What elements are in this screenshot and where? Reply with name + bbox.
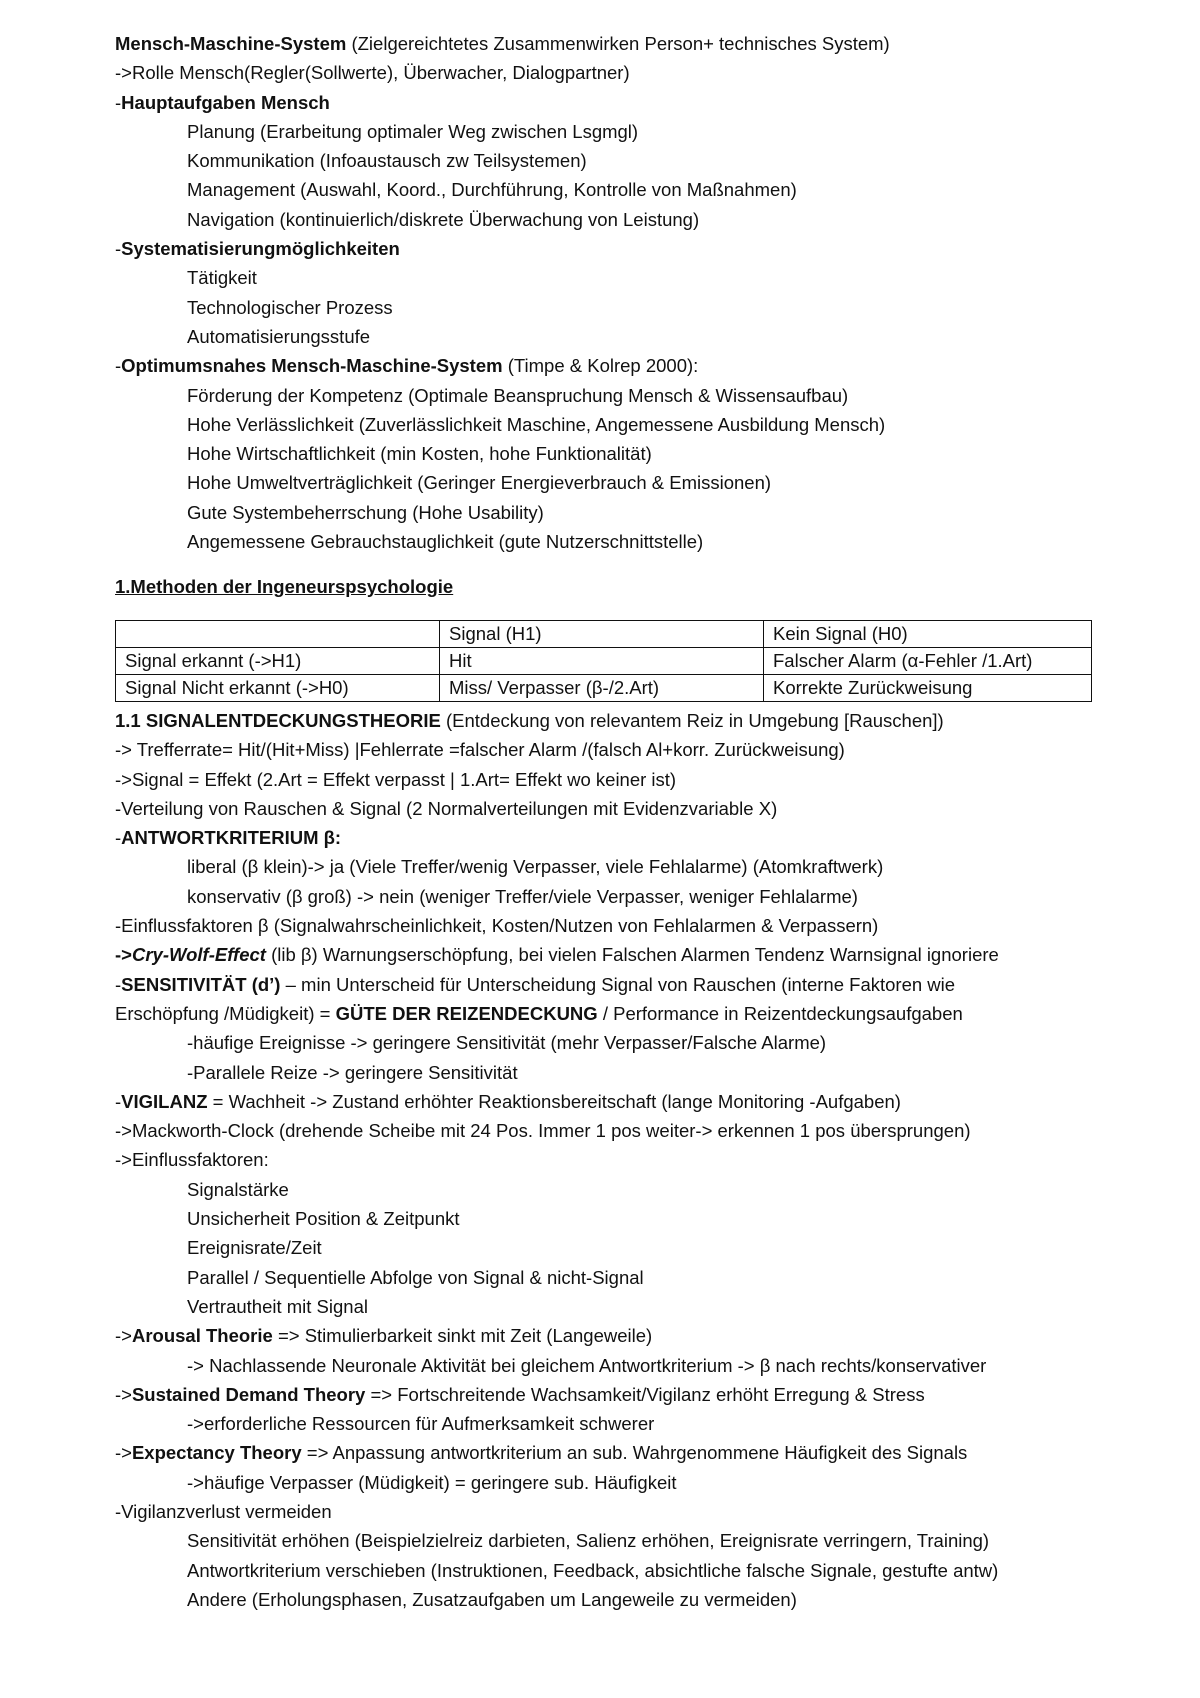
text-span: => Fortschreitende Wachsamkeit/Vigilanz erhöht Erregung & Stress — [365, 1383, 925, 1405]
list-item: Signalstärke — [187, 1178, 289, 1200]
table-cell: Hit — [440, 648, 764, 675]
text-span: – min Unterscheid für Unterscheidung Signal von Rauschen (interne Faktoren wie — [280, 973, 956, 995]
list-item: Ereignisrate/Zeit — [187, 1237, 322, 1259]
bold-term: Expectancy Theory — [131, 1442, 302, 1464]
text-line — [115, 88, 1115, 117]
section-signalentdeckung — [115, 706, 1115, 1614]
text-span: (lib β) Warnungserschöpfung, bei vielen Falschen Alarmen Tendenz Warnsignal ignoriere — [265, 944, 999, 966]
text-line — [115, 823, 1115, 852]
table-cell: Signal (H1) — [440, 621, 764, 648]
text-line: ->Mackworth-Clock (drehende Scheibe mit 24 Pos. Immer 1 pos weiter-> erkennen 1 pos übersprungen) — [115, 1120, 971, 1142]
list-item: Tätigkeit — [187, 267, 257, 289]
text-line: -> Trefferrate= Hit/(Hit+Miss) |Fehlerrate =falscher Alarm /(falsch Al+korr. Zurückweisung) — [115, 739, 845, 761]
list-item: Andere (Erholungsphasen, Zusatzaufgaben um Langeweile zu vermeiden) — [187, 1588, 797, 1610]
table-cell: Kein Signal (H0) — [764, 621, 1092, 648]
list-item: Management (Auswahl, Koord., Durchführung, Kontrolle von Maßnahmen) — [187, 179, 797, 201]
bold-term: Hauptaufgaben Mensch — [121, 91, 330, 113]
text-line — [115, 234, 1115, 263]
list-item: -Parallele Reize -> geringere Sensitivität — [187, 1061, 518, 1083]
list-item: Planung (Erarbeitung optimaler Weg zwischen Lsgmgl) — [187, 120, 639, 142]
table-cell: Signal Nicht erkannt (->H0) — [116, 675, 440, 702]
table-cell: Miss/ Verpasser (β-/2.Art) — [440, 675, 764, 702]
bold-term: ANTWORTKRITERIUM β: — [121, 827, 342, 849]
list-item: Unsicherheit Position & Zeitpunkt — [187, 1208, 460, 1230]
list-item: Förderung der Kompetenz (Optimale Beanspruchung Mensch & Wissensaufbau) — [187, 384, 849, 406]
text-span: -> — [115, 1383, 132, 1405]
text-span: (Entdeckung von relevantem Reiz in Umgebung [Rauschen]) — [440, 710, 944, 731]
list-item: Navigation (kontinuierlich/diskrete Überwachung von Leistung) — [187, 208, 700, 230]
text-line — [115, 970, 1115, 999]
text-line — [115, 940, 1115, 969]
text-line — [115, 1087, 1115, 1116]
text-span: - — [115, 91, 122, 113]
text-line — [115, 351, 1115, 380]
text-line — [115, 999, 1115, 1028]
text-line — [115, 1380, 1115, 1409]
table-cell: Falscher Alarm (α-Fehler /1.Art) — [764, 648, 1092, 675]
table-row — [116, 648, 1092, 675]
text-span: - — [115, 827, 122, 849]
text-span: - — [115, 973, 122, 995]
text-span: (Timpe & Kolrep 2000): — [502, 355, 699, 377]
list-item: -häufige Ereignisse -> geringere Sensitivität (mehr Verpasser/Falsche Alarme) — [187, 1032, 827, 1054]
text-span: Erschöpfung /Müdigkeit) = — [115, 1002, 336, 1024]
bold-italic-term: Cry-Wolf-Effect — [131, 944, 266, 966]
text-span: - — [115, 238, 122, 260]
list-item: Automatisierungsstufe — [187, 325, 371, 347]
table-header-row — [116, 621, 1092, 648]
text-span: = Wachheit -> Zustand erhöhter Reaktionsbereitschaft (lange Monitoring -Aufgaben) — [207, 1090, 901, 1112]
text-span: - — [115, 1090, 122, 1112]
text-line — [115, 29, 1115, 58]
text-line: ->Signal = Effekt (2.Art = Effekt verpasst | 1.Art= Effekt wo keiner ist) — [115, 768, 677, 790]
list-item: konservativ (β groß) -> nein (weniger Treffer/viele Verpasser, weniger Fehlalarme) — [187, 885, 858, 907]
list-item: ->erforderliche Ressourcen für Aufmerksamkeit schwerer — [187, 1413, 655, 1435]
text-line: -Einflussfaktoren β (Signalwahrscheinlichkeit, Kosten/Nutzen von Fehlalarmen & Verpassern) — [115, 915, 879, 937]
bold-term: -> — [115, 944, 132, 966]
list-item: ->häufige Verpasser (Müdigkeit) = geringere sub. Häufigkeit — [187, 1471, 677, 1493]
list-item: Hohe Wirtschaftlichkeit (min Kosten, hohe Funktionalität) — [187, 443, 652, 465]
text-line — [115, 1321, 1115, 1350]
table-cell: Signal erkannt (->H1) — [116, 648, 440, 675]
bold-term: 1.1 SIGNALENTDECKUNGSTHEORIE — [115, 710, 441, 731]
bold-term: VIGILANZ — [121, 1090, 208, 1112]
bold-term: Sustained Demand Theory — [131, 1383, 366, 1405]
text-line: ->Rolle Mensch(Regler(Sollwerte), Überwacher, Dialogpartner) — [115, 62, 630, 84]
signal-detection-table — [115, 620, 1092, 702]
list-item: Parallel / Sequentielle Abfolge von Signal & nicht-Signal — [187, 1266, 644, 1288]
text-line — [115, 1438, 1115, 1467]
list-item: Hohe Umweltverträglichkeit (Geringer Energieverbrauch & Emissionen) — [187, 472, 772, 494]
text-line: -Vigilanzverlust vermeiden — [115, 1501, 332, 1523]
list-item: Technologischer Prozess — [187, 296, 393, 318]
bold-term: Mensch-Maschine-System — [115, 33, 347, 54]
bold-term: SENSITIVITÄT (d’) — [121, 973, 281, 995]
section-heading: 1.Methoden der Ingeneurspsychologie — [115, 576, 454, 597]
text-line: -Verteilung von Rauschen & Signal (2 Normalverteilungen mit Evidenzvariable X) — [115, 797, 778, 819]
text-line — [115, 706, 1115, 735]
bold-term: Systematisierungmöglichkeiten — [121, 238, 400, 260]
text-span: (Zielgereichtetes Zusammenwirken Person+ technisches System) — [346, 33, 890, 54]
table-row — [116, 675, 1092, 702]
list-item: Antwortkriterium verschieben (Instruktionen, Feedback, absichtliche falsche Signale, gestufte antw) — [187, 1559, 999, 1581]
list-item: Vertrautheit mit Signal — [187, 1295, 368, 1317]
bold-term: Arousal Theorie — [131, 1325, 273, 1347]
text-span: => Anpassung antwortkriterium an sub. Wahrgenommene Häufigkeit des Signals — [301, 1442, 968, 1464]
bold-term: Optimumsnahes Mensch-Maschine-System — [121, 355, 503, 377]
table-cell: Korrekte Zurückweisung — [764, 675, 1092, 702]
list-item: Gute Systembeherrschung (Hohe Usability) — [187, 501, 544, 523]
list-item: Sensitivität erhöhen (Beispielzielreiz darbieten, Salienz erhöhen, Ereignisrate verringern, Training) — [187, 1530, 990, 1552]
text-span: => Stimulierbarkeit sinkt mit Zeit (Langeweile) — [272, 1325, 653, 1347]
list-item: Angemessene Gebrauchstauglichkeit (gute Nutzerschnittstelle) — [187, 531, 704, 553]
text-span: -> — [115, 1325, 132, 1347]
list-item: -> Nachlassende Neuronale Aktivität bei gleichem Antwortkriterium -> β nach rechts/konservativer — [187, 1354, 987, 1376]
text-span: - — [115, 355, 122, 377]
text-line: ->Einflussfaktoren: — [115, 1149, 269, 1171]
bold-term: GÜTE DER REIZENDECKUNG — [335, 1002, 598, 1024]
section-mensch-maschine — [115, 29, 1115, 556]
list-item: Kommunikation (Infoaustausch zw Teilsystemen) — [187, 150, 587, 172]
text-span: / Performance in Reizentdeckungsaufgaben — [597, 1002, 963, 1024]
list-item: liberal (β klein)-> ja (Viele Treffer/wenig Verpasser, viele Fehlalarme) (Atomkraftwerk) — [187, 856, 884, 878]
text-span: -> — [115, 1442, 132, 1464]
list-item: Hohe Verlässlichkeit (Zuverlässlichkeit Maschine, Angemessene Ausbildung Mensch) — [187, 413, 886, 435]
table-cell — [116, 621, 440, 648]
